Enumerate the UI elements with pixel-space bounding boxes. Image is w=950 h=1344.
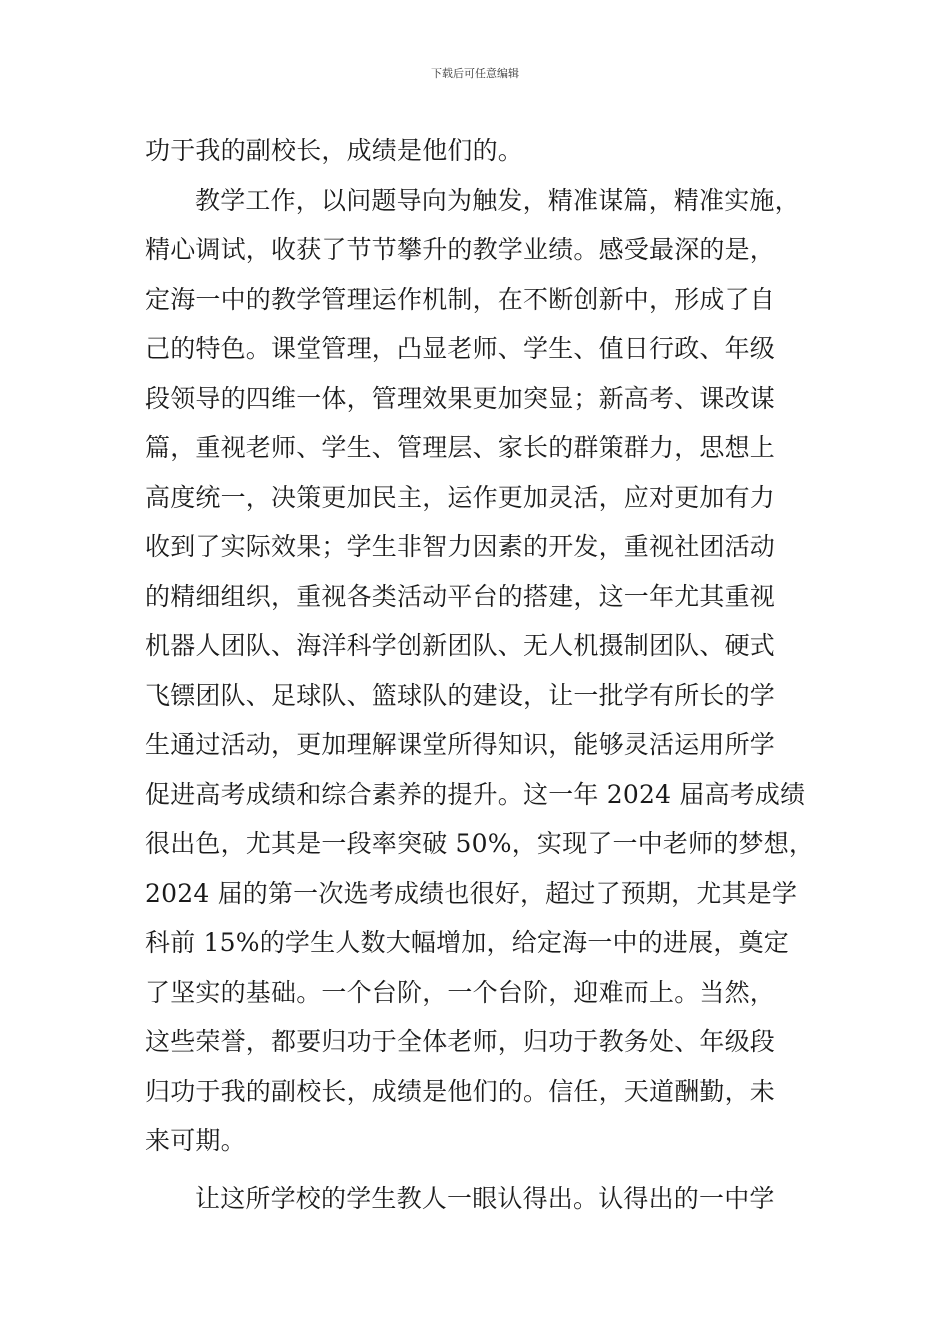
text-line: 生通过活动，更加理解课堂所得知识，能够灵活运用所学 [145,730,776,759]
text-line: 科前 15%的学生人数大幅增加，给定海一中的进展，奠定 [145,928,789,957]
text-line: 精心调试，收获了节节攀升的教学业绩。感受最深的是， [145,235,776,264]
text-line: 机器人团队、海洋科学创新团队、无人机摄制团队、硬式 [145,631,776,660]
text-line: 促进高考成绩和综合素养的提升。这一年 2024 届高考成绩 [145,779,806,809]
paragraph-school-identity [145,1174,825,1224]
text-line: 飞镖团队、足球队、篮球队的建设，让一批学有所长的学 [145,680,776,710]
document-body [145,126,825,1223]
text-line: 段领导的四维一体，管理效果更加突显；新高考、课改谋 [145,383,776,413]
text-line: 定海一中的教学管理运作机制，在不断创新中，形成了自 [145,284,776,314]
paragraph-teaching-work [145,176,825,1166]
text-line: 很出色，尤其是一段率突破 50%，实现了一中老师的梦想， [145,829,815,858]
text-line: 收到了实际效果；学生非智力因素的开发，重视社团活动 [145,532,776,561]
text-line: 教学工作，以问题导向为触发，精准谋篇，精准实施， [195,185,800,215]
paragraph-continuation [145,126,825,176]
text-line: 的精细组织，重视各类活动平台的搭建，这一年尤其重视 [145,581,776,611]
page-header-note: 下载后可任意编辑 [431,67,519,80]
text-line: 篇，重视老师、学生、管理层、家长的群策群力，思想上 [145,433,776,462]
text-line: 高度统一，决策更加民主，运作更加灵活，应对更加有力 [145,482,776,512]
text-line: 己的特色。课堂管理，凸显老师、学生、值日行政、年级 [145,334,776,363]
text-line: 了坚实的基础。一个台阶，一个台阶，迎难而上。当然， [145,977,776,1007]
text-line: 来可期。 [145,1126,246,1155]
text-line: 归功于我的副校长，成绩是他们的。信任，天道酬勤，未 [145,1076,776,1106]
text-line: 2024 届的第一次选考成绩也很好，超过了预期，尤其是学 [145,878,798,908]
text-line: 功于我的副校长，成绩是他们的。 [145,136,524,165]
text-line: 这些荣誉，都要归功于全体老师，归功于教务处、年级段 [145,1027,776,1056]
text-line: 让这所学校的学生教人一眼认得出。认得出的一中学 [195,1183,775,1213]
